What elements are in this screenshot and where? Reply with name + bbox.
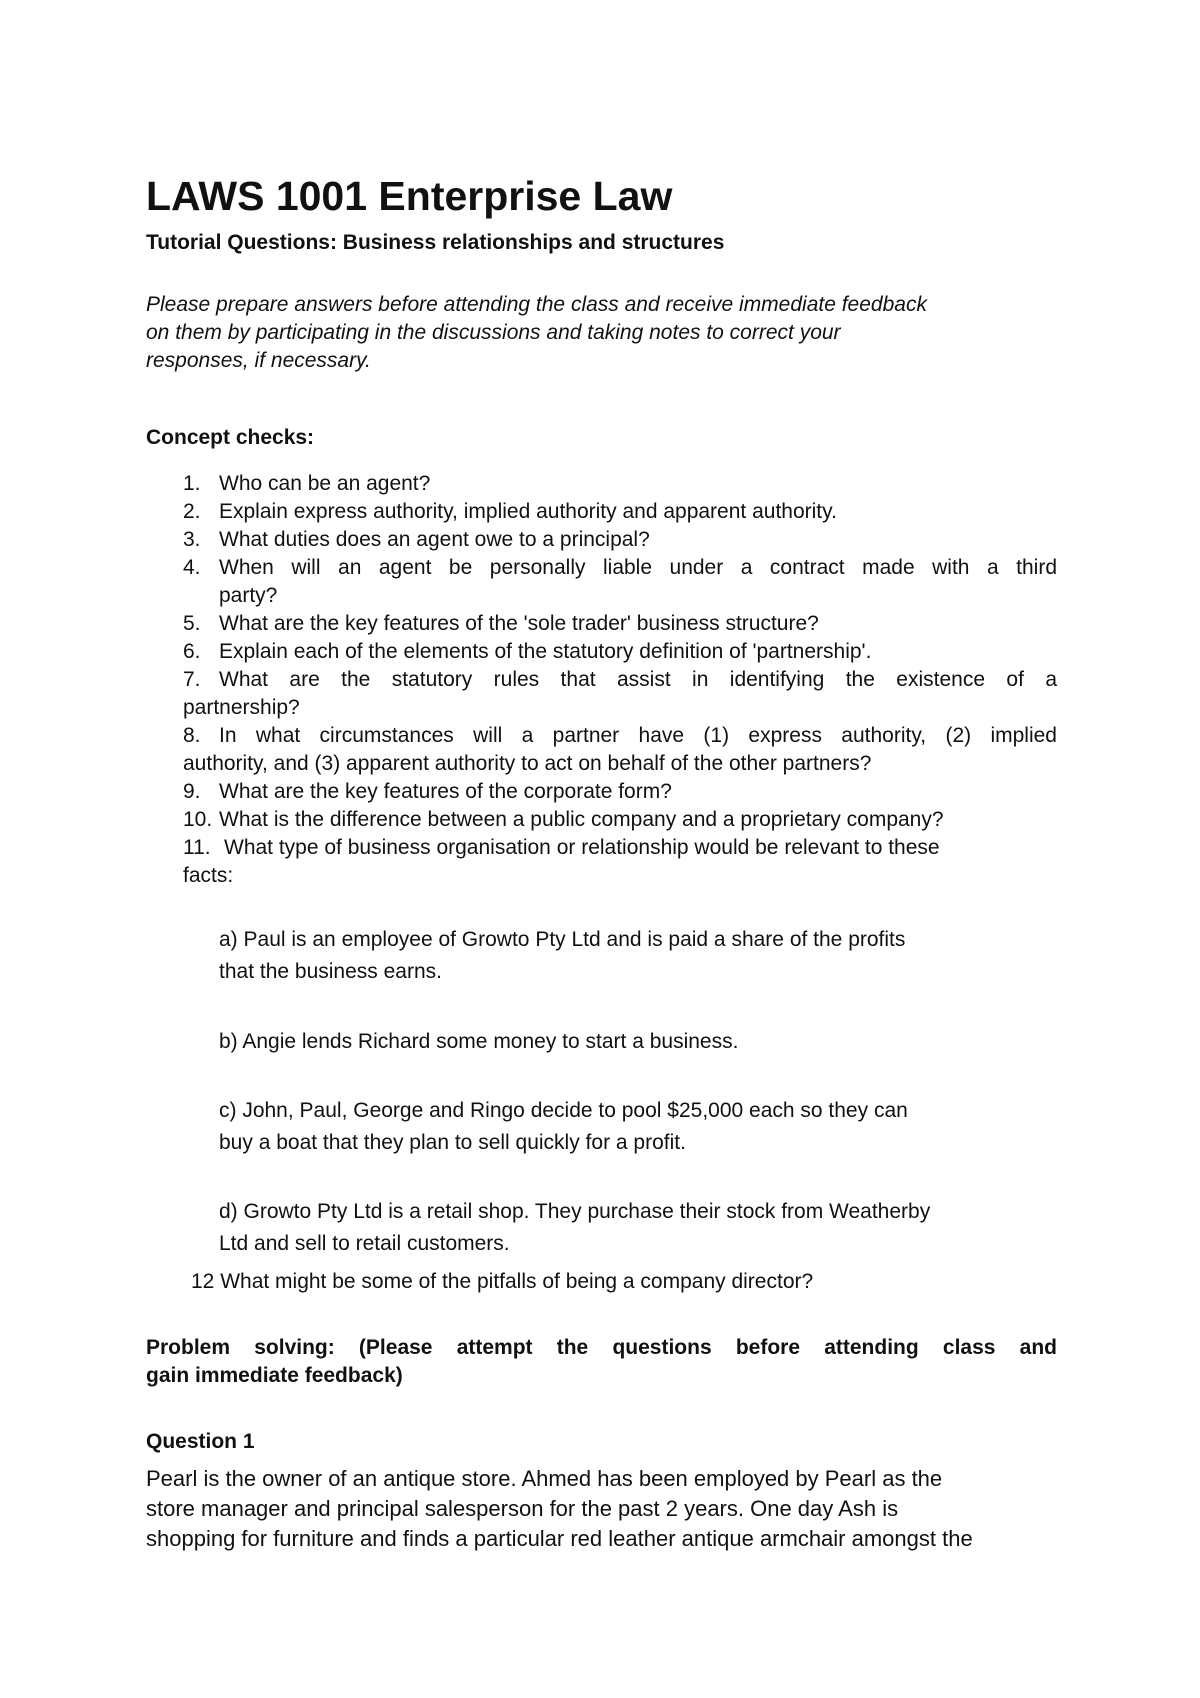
intro-line: responses, if necessary. — [146, 349, 371, 372]
list-item-number: 9. — [183, 780, 201, 803]
list-item-number: 7. — [183, 668, 201, 691]
fact-text: Ltd and sell to retail customers. — [219, 1232, 510, 1255]
list-item-text: partnership? — [183, 696, 300, 719]
list-item-number: 1. — [183, 472, 201, 495]
list-item-text: facts: — [183, 864, 234, 887]
fact-text: a) Paul is an employee of Growto Pty Ltd and is paid a share of the profits — [219, 928, 906, 951]
fact-text: b) Angie lends Richard some money to start a business. — [219, 1030, 739, 1053]
question-1-text: Pearl is the owner of an antique store. Ahmed has been employed by Pearl as the — [146, 1466, 943, 1491]
concept-checks-heading: Concept checks: — [146, 426, 315, 449]
list-item-number: 8. — [183, 724, 201, 747]
document-subtitle: Tutorial Questions: Business relationships and structures — [146, 231, 725, 254]
list-item-number: 2. — [183, 500, 201, 523]
fact-text: c) John, Paul, George and Ringo decide to pool $25,000 each so they can — [219, 1099, 908, 1122]
list-item-number: 3. — [183, 528, 201, 551]
question-1-heading: Question 1 — [146, 1430, 255, 1453]
list-item-text: 12 What might be some of the pitfalls of being a company director? — [191, 1270, 814, 1293]
list-item-number: 6. — [183, 640, 201, 663]
list-item-text: What are the key features of the 'sole trader' business structure? — [219, 612, 819, 635]
list-item-text: When will an agent be personally liable under a contract made with a third — [219, 556, 1057, 579]
document-title: LAWS 1001 Enterprise Law — [146, 173, 673, 219]
list-item-number: 5. — [183, 612, 201, 635]
question-1-text: shopping for furniture and finds a particular red leather antique armchair amongst the — [146, 1526, 973, 1551]
list-item-text: Who can be an agent? — [219, 472, 431, 495]
list-item-text: party? — [219, 584, 278, 607]
problem-solving-heading: Problem solving: (Please attempt the questions before attending class and — [146, 1336, 1057, 1359]
list-item-number: 4. — [183, 556, 201, 579]
intro-line: on them by participating in the discussions and taking notes to correct your — [146, 321, 841, 344]
list-item-text: What is the difference between a public company and a proprietary company? — [219, 808, 944, 831]
list-item-text: Explain express authority, implied authority and apparent authority. — [219, 500, 837, 523]
list-item-text: What are the statutory rules that assist in identifying the existence of a — [219, 668, 1057, 691]
list-item-text: Explain each of the elements of the statutory definition of 'partnership'. — [219, 640, 872, 663]
list-item-number: 10. — [183, 808, 213, 831]
list-item-text: authority, and (3) apparent authority to act on behalf of the other partners? — [183, 752, 872, 775]
list-item-text: What are the key features of the corporate form? — [219, 780, 672, 803]
list-item-text: What duties does an agent owe to a principal? — [219, 528, 650, 551]
fact-text: d) Growto Pty Ltd is a retail shop. They purchase their stock from Weatherby — [219, 1200, 931, 1223]
list-item-text: In what circumstances will a partner have (1) express authority, (2) implied — [219, 724, 1057, 747]
fact-text: buy a boat that they plan to sell quickly for a profit. — [219, 1131, 686, 1154]
problem-solving-heading: gain immediate feedback) — [146, 1364, 403, 1387]
list-item-number: 11. — [183, 836, 211, 859]
fact-text: that the business earns. — [219, 960, 442, 983]
intro-paragraph — [146, 291, 1056, 375]
question-1-text: store manager and principal salesperson for the past 2 years. One day Ash is — [146, 1496, 899, 1521]
list-item-text: What type of business organisation or relationship would be relevant to these — [224, 836, 940, 859]
intro-line: Please prepare answers before attending the class and receive immediate feedback — [146, 293, 927, 316]
